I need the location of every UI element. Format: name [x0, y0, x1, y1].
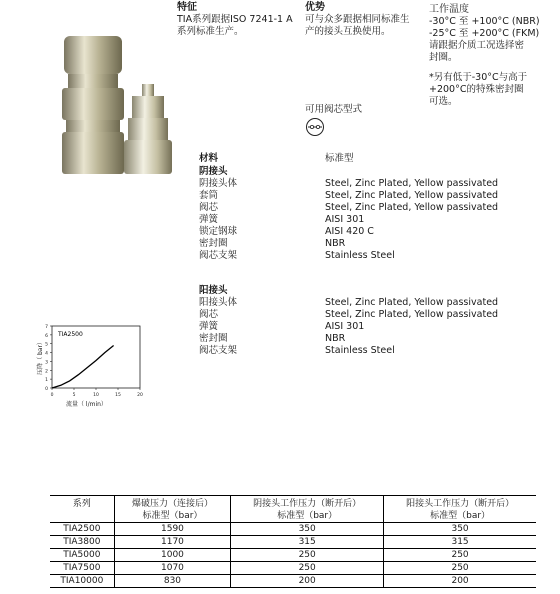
material-title: 材料 — [199, 153, 219, 164]
features-text: TIA系列跟据ISO 7241-1 A 系列标准生产。 — [177, 14, 293, 37]
header-male-pressure: 阳接头工作压力（断开后） — [384, 496, 536, 511]
subheader-burst: 标准型（bar） — [114, 510, 230, 523]
series-label: TIA2500 — [58, 331, 83, 338]
header-burst: 爆破压力（连接后） — [114, 496, 230, 511]
subheader-male: 标准型（bar） — [384, 510, 536, 523]
y-tick-label: 0 — [45, 387, 48, 392]
pressure-drop-chart — [12, 318, 172, 410]
temperature-note: *另有低于-30°C与高于 +200°C的特殊密封圈 可选。 — [429, 72, 528, 107]
table-row: TIA2500 1590 350 350 — [50, 523, 536, 536]
subheader-female: 标准型（bar） — [231, 510, 384, 523]
table-row: TIA5000 1000 250 250 — [50, 549, 536, 562]
male-parts: 阳接头 阳接头体 阀芯 弹簧 密封圈 阀芯支架 — [199, 285, 238, 356]
female-materials: Steel, Zinc Plated, Yellow passivated Steel, Zinc Plated, Yellow passivated Steel, Zinc Plated, Yellow passivated AISI 301 AISI 420 C NBR Stainless Steel — [325, 178, 499, 261]
poppet-valve-icon — [305, 117, 329, 137]
x-tick-label: 20 — [137, 393, 143, 398]
coupling-illustration — [58, 30, 190, 180]
male-materials: Steel, Zinc Plated, Yellow passivated Steel, Zinc Plated, Yellow passivated AISI 301 NBR Stainless Steel — [325, 297, 499, 356]
x-tick-label: 10 — [93, 393, 99, 398]
y-tick-label: 7 — [45, 325, 48, 330]
y-tick-label: 3 — [45, 360, 48, 366]
y-tick-label: 4 — [45, 351, 48, 357]
x-axis-label: 流量（ l/min） — [66, 401, 107, 408]
table-subheader-row — [50, 510, 536, 523]
temperature-title: 工作温度 — [429, 4, 469, 15]
features-title: 特征 — [177, 2, 197, 13]
y-axis-label: 压降（ bar） — [37, 339, 44, 375]
advantages-title: 优势 — [305, 2, 325, 13]
table-row: TIA10000 830 200 200 — [50, 575, 536, 588]
y-tick-label: 6 — [45, 333, 48, 339]
female-parts: 阴接头 阴接头体 套筒 阀芯 弹簧 锁定钢球 密封圈 阀芯支架 — [199, 166, 238, 261]
valve-option-label: 可用阀芯型式 — [305, 104, 363, 115]
table-row: TIA3800 1170 315 315 — [50, 536, 536, 549]
table-header-row — [50, 496, 536, 511]
y-tick-label: 1 — [45, 378, 48, 384]
temperature-text: -30°C 至 +100°C (NBR) -25°C 至 +200°C (FKM) 请跟据介质工况选择密 封圈。 — [429, 16, 540, 63]
x-tick-label: 5 — [72, 393, 76, 398]
subheader-series — [50, 510, 114, 523]
x-tick-label: 15 — [115, 393, 121, 398]
x-tick-label: 0 — [50, 393, 54, 398]
spec-table — [50, 495, 536, 588]
table-row: TIA7500 1070 250 250 — [50, 562, 536, 575]
advantages-text: 可与众多跟据相同标准生 产的接头互换使用。 — [305, 14, 410, 37]
series-line — [52, 346, 114, 389]
y-tick-label: 2 — [45, 369, 48, 375]
header-female-pressure: 阴接头工作压力（断开后） — [231, 496, 384, 511]
header-series: 系列 — [50, 496, 114, 511]
y-tick-label: 5 — [45, 342, 48, 348]
standard-header: 标准型 — [325, 153, 354, 164]
